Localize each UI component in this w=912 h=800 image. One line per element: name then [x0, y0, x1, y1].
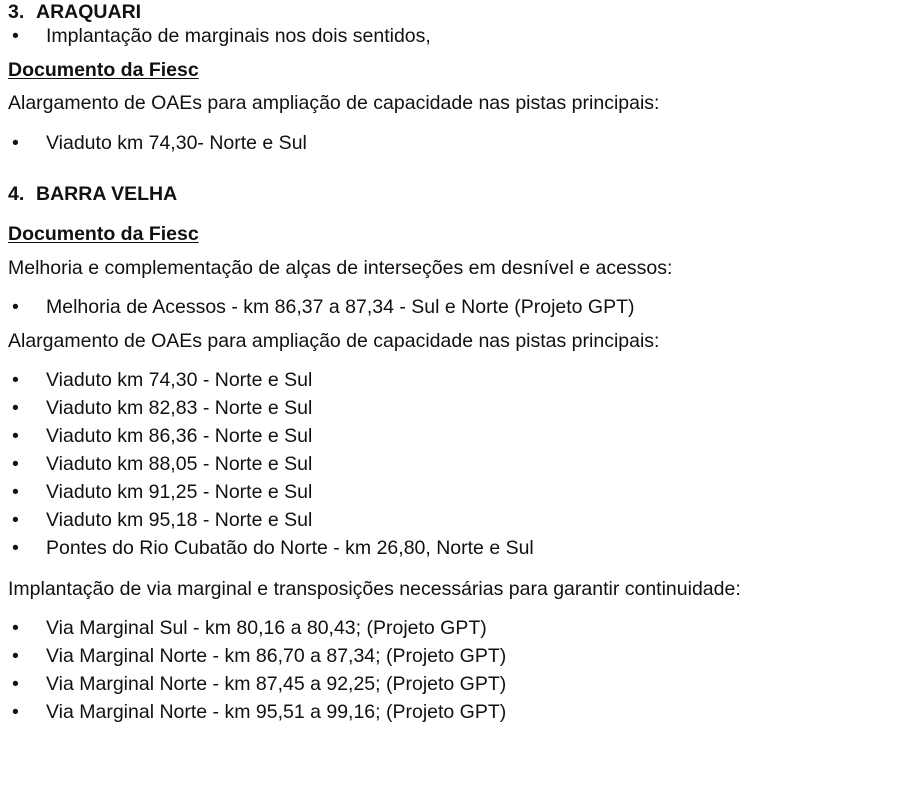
paragraph: Alargamento de OAEs para ampliação de capacidade nas pistas principais: — [8, 330, 660, 352]
list-item — [8, 295, 635, 319]
section-number: 4. — [8, 183, 25, 205]
list-item — [8, 24, 431, 48]
list-item-text: Via Marginal Norte - km 95,51 a 99,16; (Projeto GPT) — [46, 701, 507, 723]
bullet-icon: • — [12, 645, 19, 667]
list-item-text: Viaduto km 74,30- Norte e Sul — [46, 132, 307, 154]
bullet-icon: • — [12, 617, 19, 639]
list-item — [8, 536, 534, 560]
list-item — [8, 480, 312, 504]
bullet-icon: • — [12, 509, 19, 531]
list-item-text: Pontes do Rio Cubatão do Norte - km 26,80, Norte e Sul — [46, 537, 534, 559]
subheading-documento-fiesc: Documento da Fiesc — [8, 223, 199, 245]
list-item-text: Viaduto km 82,83 - Norte e Sul — [46, 397, 313, 419]
list-item — [8, 672, 506, 696]
list-item-text: Viaduto km 86,36 - Norte e Sul — [46, 425, 313, 447]
bullet-icon: • — [12, 673, 19, 695]
list-item — [8, 616, 487, 640]
bullet-icon: • — [12, 453, 19, 475]
bullet-icon: • — [12, 25, 19, 47]
list-item — [8, 644, 506, 668]
bullet-icon: • — [12, 397, 19, 419]
paragraph: Implantação de via marginal e transposições necessárias para garantir continuidade: — [8, 578, 741, 600]
list-item-text: Viaduto km 95,18 - Norte e Sul — [46, 509, 313, 531]
section-title: BARRA VELHA — [36, 183, 178, 205]
list-item-text: Via Marginal Norte - km 87,45 a 92,25; (Projeto GPT) — [46, 673, 507, 695]
list-item — [8, 396, 312, 420]
list-item-text: Implantação de marginais nos dois sentidos, — [46, 25, 431, 47]
bullet-icon: • — [12, 296, 19, 318]
section-heading-araquari — [8, 0, 141, 24]
list-item — [8, 700, 506, 724]
list-item — [8, 424, 312, 448]
bullet-icon: • — [12, 481, 19, 503]
list-item-text: Via Marginal Sul - km 80,16 a 80,43; (Projeto GPT) — [46, 617, 487, 639]
section-title: ARAQUARI — [36, 1, 142, 23]
subheading-documento-fiesc: Documento da Fiesc — [8, 59, 199, 81]
list-item-text: Melhoria de Acessos - km 86,37 a 87,34 - Sul e Norte (Projeto GPT) — [46, 296, 635, 318]
bullet-icon: • — [12, 701, 19, 723]
list-item — [8, 508, 312, 532]
list-item — [8, 131, 307, 155]
list-item-text: Viaduto km 88,05 - Norte e Sul — [46, 453, 313, 475]
bullet-icon: • — [12, 425, 19, 447]
list-item — [8, 368, 312, 392]
list-item-text: Via Marginal Norte - km 86,70 a 87,34; (Projeto GPT) — [46, 645, 507, 667]
paragraph: Alargamento de OAEs para ampliação de capacidade nas pistas principais: — [8, 92, 660, 114]
list-item-text: Viaduto km 74,30 - Norte e Sul — [46, 369, 313, 391]
section-number: 3. — [8, 1, 25, 23]
list-item-text: Viaduto km 91,25 - Norte e Sul — [46, 481, 313, 503]
paragraph: Melhoria e complementação de alças de interseções em desnível e acessos: — [8, 257, 673, 279]
bullet-icon: • — [12, 369, 19, 391]
bullet-icon: • — [12, 132, 19, 154]
bullet-icon: • — [12, 537, 19, 559]
section-heading-barra-velha — [8, 182, 177, 206]
list-item — [8, 452, 312, 476]
